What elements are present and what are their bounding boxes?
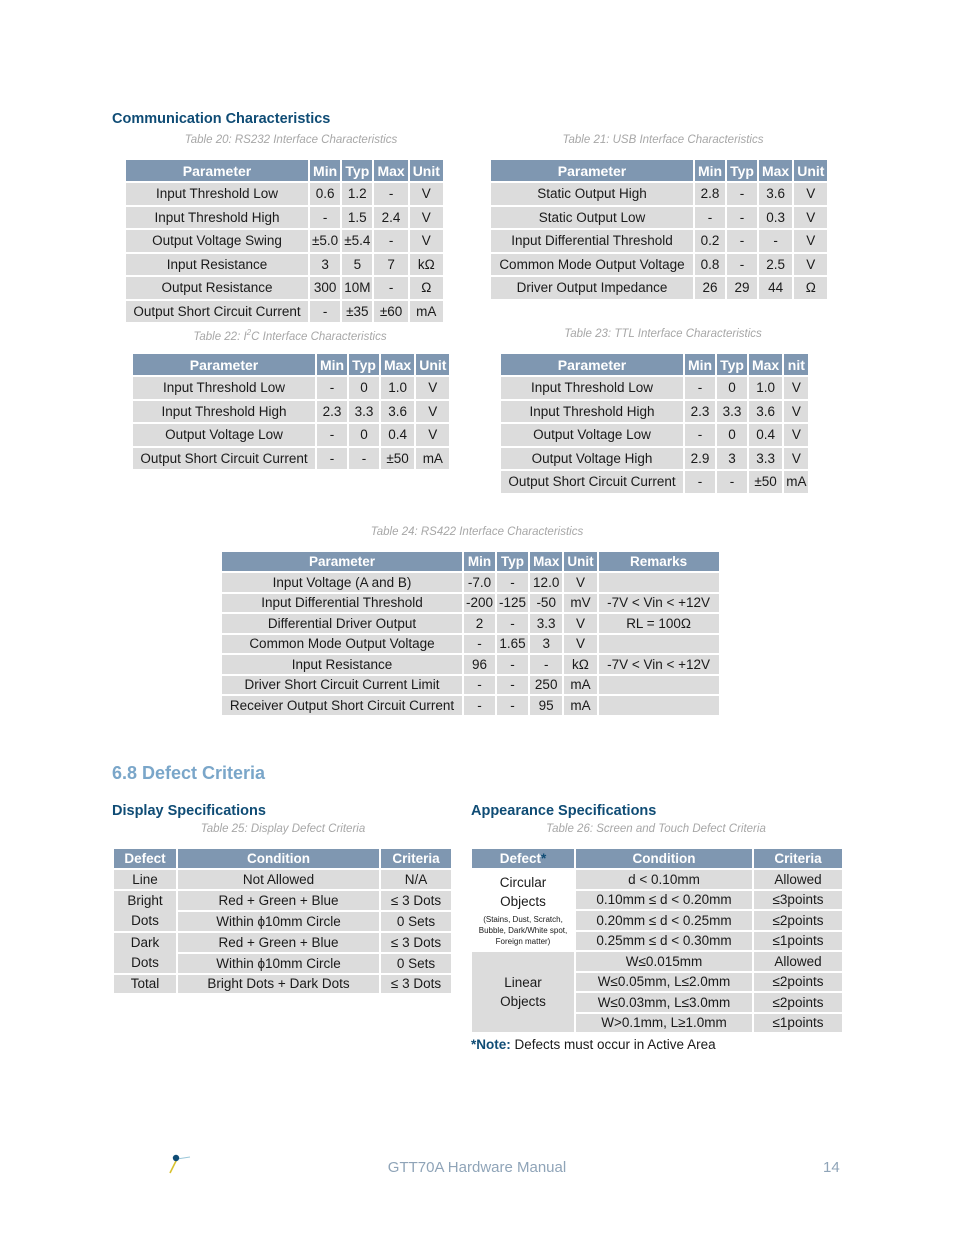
parameter-cell: Input Voltage (A and B): [222, 573, 462, 592]
value-cell: 3: [530, 635, 562, 654]
value-cell: V: [784, 424, 808, 446]
value-cell: 2: [464, 614, 495, 633]
appearance-spec-heading: Appearance Specifications: [471, 803, 657, 819]
criteria-cell: ≤2points: [754, 973, 842, 992]
value-cell: 0.4: [381, 424, 414, 446]
parameter-cell: Receiver Output Short Circuit Current: [222, 696, 462, 715]
table-row: [126, 183, 443, 205]
condition-cell: W≤0.05mm, L≤2.0mm: [576, 973, 752, 992]
condition-cell: Within ϕ10mm Circle: [178, 954, 379, 973]
value-cell: 1.0: [749, 377, 782, 399]
value-cell: V: [410, 230, 443, 252]
value-cell: 3: [310, 254, 340, 276]
table-header-row: [501, 354, 808, 375]
criteria-cell: ≤3points: [754, 891, 842, 910]
value-cell: V: [784, 401, 808, 423]
header-cell: Remarks: [599, 552, 719, 571]
value-cell: 26: [695, 277, 725, 299]
value-cell: -: [727, 183, 757, 205]
value-cell: 3: [717, 448, 747, 470]
value-cell: mA: [784, 471, 808, 493]
value-cell: V: [794, 254, 827, 276]
table-row: [501, 401, 808, 423]
value-cell: -: [727, 207, 757, 229]
value-cell: V: [784, 448, 808, 470]
table-header-row: [472, 849, 842, 868]
criteria-cell: ≤2points: [754, 993, 842, 1012]
value-cell: -: [374, 230, 407, 252]
parameter-cell: Input Threshold Low: [126, 183, 308, 205]
value-cell: 2.3: [317, 401, 347, 423]
table-row: [472, 870, 842, 889]
criteria-cell: ≤2points: [754, 911, 842, 930]
table-row: [222, 635, 719, 654]
value-cell: V: [794, 207, 827, 229]
value-cell: -7V < Vin < +12V: [599, 655, 719, 674]
value-cell: 0.2: [695, 230, 725, 252]
value-cell: 300: [310, 277, 340, 299]
table-header-row: [222, 552, 719, 571]
value-cell: 3.3: [717, 401, 747, 423]
header-cell: Min: [310, 160, 340, 181]
condition-cell: Within ϕ10mm Circle: [178, 912, 379, 931]
table-row: [222, 676, 719, 695]
header-cell: Parameter: [491, 160, 693, 181]
header-cell: Parameter: [222, 552, 462, 571]
header-cell: Unit: [410, 160, 443, 181]
header-cell: Typ: [349, 354, 379, 375]
parameter-cell: Output Voltage Low: [133, 424, 315, 446]
header-cell: Typ: [497, 552, 528, 571]
value-cell: -: [685, 424, 715, 446]
value-cell: -: [497, 676, 528, 695]
value-cell: V: [784, 377, 808, 399]
table-row: [114, 975, 451, 994]
value-cell: V: [794, 230, 827, 252]
defect-note: *Note: Defects must occur in Active Area: [471, 1037, 716, 1052]
value-cell: ±60: [374, 301, 407, 323]
value-cell: 29: [727, 277, 757, 299]
table-row: [114, 891, 451, 910]
condition-cell: Bright Dots + Dark Dots: [178, 975, 379, 994]
rs422-table: [220, 550, 721, 717]
header-cell: Max: [530, 552, 562, 571]
parameter-cell: Input Resistance: [126, 254, 308, 276]
value-cell: 2.4: [374, 207, 407, 229]
value-cell: 7: [374, 254, 407, 276]
header-cell: Unit: [416, 354, 449, 375]
value-cell: -: [685, 377, 715, 399]
parameter-cell: Static Output Low: [491, 207, 693, 229]
defect-cell: Bright Dots: [114, 891, 176, 931]
rs232-caption: Table 20: RS232 Interface Characteristics: [184, 134, 398, 146]
value-cell: [599, 573, 719, 592]
header-cell: Max: [749, 354, 782, 375]
value-cell: V: [410, 207, 443, 229]
appearance-spec-caption: Table 26: Screen and Touch Defect Criteria: [546, 823, 766, 835]
table-row: [222, 614, 719, 633]
table-header-row: [114, 849, 451, 868]
value-cell: 2.3: [685, 401, 715, 423]
parameter-cell: Common Mode Output Voltage: [222, 635, 462, 654]
condition-cell: W>0.1mm, L≥1.0mm: [576, 1014, 752, 1033]
value-cell: 96: [464, 655, 495, 674]
value-cell: -: [374, 277, 407, 299]
value-cell: -: [464, 696, 495, 715]
parameter-cell: Static Output High: [491, 183, 693, 205]
value-cell: -: [310, 301, 340, 323]
value-cell: 250: [530, 676, 562, 695]
header-cell: Typ: [717, 354, 747, 375]
parameter-cell: Input Differential Threshold: [222, 594, 462, 613]
value-cell: -: [695, 207, 725, 229]
value-cell: -: [685, 471, 715, 493]
value-cell: 2.8: [695, 183, 725, 205]
table-row: [222, 696, 719, 715]
footer-title: GTT70A Hardware Manual: [387, 1159, 567, 1176]
value-cell: -7V < Vin < +12V: [599, 594, 719, 613]
table-row: [126, 207, 443, 229]
value-cell: V: [416, 424, 449, 446]
value-cell: 3.6: [749, 401, 782, 423]
parameter-cell: Output Resistance: [126, 277, 308, 299]
parameter-cell: Differential Driver Output: [222, 614, 462, 633]
value-cell: ±5.0: [310, 230, 340, 252]
condition-cell: W≤0.015mm: [576, 952, 752, 971]
header-cell: Max: [759, 160, 792, 181]
value-cell: mA: [564, 696, 596, 715]
value-cell: 0.6: [310, 183, 340, 205]
value-cell: 0.8: [695, 254, 725, 276]
value-cell: 0: [349, 424, 379, 446]
value-cell: V: [564, 635, 596, 654]
table-row: [491, 277, 827, 299]
header-cell: Min: [685, 354, 715, 375]
value-cell: -: [759, 230, 792, 252]
linear-objects-cell: Linear Objects: [472, 952, 574, 1032]
parameter-cell: Output Voltage High: [501, 448, 683, 470]
header-cell: Max: [374, 160, 407, 181]
parameter-cell: Input Threshold Low: [501, 377, 683, 399]
table-row: [126, 230, 443, 252]
defect-cell: Dark Dots: [114, 933, 176, 973]
usb-caption: Table 21: USB Interface Characteristics: [562, 134, 764, 146]
header-cell: Parameter: [126, 160, 308, 181]
value-cell: [599, 676, 719, 695]
defect-cell: Line: [114, 870, 176, 889]
header-cell: Max: [381, 354, 414, 375]
header-cell: Unit: [794, 160, 827, 181]
value-cell: [599, 635, 719, 654]
table-row: [114, 933, 451, 952]
header-cell: Min: [317, 354, 347, 375]
table-header-row: [491, 160, 827, 181]
header-condition: Condition: [576, 849, 752, 868]
value-cell: -7.0: [464, 573, 495, 592]
i2c-caption: Table 22: $I^2C$ Interface Characteristics: [193, 328, 387, 343]
parameter-cell: Output Short Circuit Current: [133, 448, 315, 470]
condition-cell: 0.25mm ≤ d < 0.30mm: [576, 932, 752, 951]
table-row: [491, 254, 827, 276]
value-cell: ±50: [381, 448, 414, 470]
value-cell: 95: [530, 696, 562, 715]
parameter-cell: Common Mode Output Voltage: [491, 254, 693, 276]
table-row: [491, 207, 827, 229]
table-row: [126, 254, 443, 276]
parameter-cell: Input Threshold High: [501, 401, 683, 423]
value-cell: mV: [564, 594, 596, 613]
table-row: [133, 448, 449, 470]
value-cell: kΩ: [410, 254, 443, 276]
header-criteria: Criteria: [754, 849, 842, 868]
value-cell: 2.5: [759, 254, 792, 276]
value-cell: 12.0: [530, 573, 562, 592]
header-criteria: Criteria: [381, 849, 451, 868]
header-cell: Parameter: [133, 354, 315, 375]
i2c-table: [131, 352, 451, 471]
header-cell: Min: [695, 160, 725, 181]
header-cell: Min: [464, 552, 495, 571]
ttl-table: [499, 352, 810, 495]
display-spec-caption: Table 25: Display Defect Criteria: [200, 823, 366, 835]
criteria-cell: ≤ 3 Dots: [381, 891, 451, 910]
table-row: [501, 377, 808, 399]
parameter-cell: Input Threshold Low: [133, 377, 315, 399]
criteria-cell: ≤ 3 Dots: [381, 975, 451, 994]
parameter-cell: Output Short Circuit Current: [126, 301, 308, 323]
table-row: [126, 301, 443, 323]
value-cell: -: [497, 614, 528, 633]
value-cell: -50: [530, 594, 562, 613]
value-cell: -: [317, 424, 347, 446]
circular-objects-cell: Circular Objects (Stains, Dust, Scratch, Bubble, Dark/White spot, Foreign matter): [472, 870, 574, 950]
value-cell: -: [464, 676, 495, 695]
value-cell: 0.3: [759, 207, 792, 229]
section-title: 6.8 Defect Criteria: [112, 763, 266, 783]
value-cell: -: [497, 696, 528, 715]
criteria-cell: ≤1points: [754, 1014, 842, 1033]
header-cell: Typ: [342, 160, 372, 181]
value-cell: V: [564, 573, 596, 592]
rs232-table: [124, 158, 445, 324]
value-cell: 0.4: [749, 424, 782, 446]
table-row: [222, 573, 719, 592]
value-cell: -125: [499, 595, 527, 611]
criteria-cell: 0 Sets: [381, 912, 451, 931]
table-row: [133, 401, 449, 423]
criteria-cell: Allowed: [754, 952, 842, 971]
condition-cell: 0.10mm ≤ d < 0.20mm: [576, 891, 752, 910]
value-cell: 1.65: [497, 635, 528, 654]
value-cell: mA: [564, 676, 596, 695]
condition-cell: 0.20mm ≤ d < 0.25mm: [576, 911, 752, 930]
value-cell: -: [317, 377, 347, 399]
communication-heading: Communication Characteristics: [112, 111, 331, 127]
table-row: [222, 594, 719, 613]
parameter-cell: Input Threshold High: [126, 207, 308, 229]
header-condition: Condition: [178, 849, 379, 868]
value-cell: -: [317, 448, 347, 470]
table-header-row: [126, 160, 443, 181]
parameter-cell: Driver Output Impedance: [491, 277, 693, 299]
table-row: [491, 230, 827, 252]
parameter-cell: Driver Short Circuit Current Limit: [222, 676, 462, 695]
parameter-cell: Output Voltage Swing: [126, 230, 308, 252]
display-defect-table: [112, 847, 453, 995]
ttl-caption: Table 23: TTL Interface Characteristics: [564, 328, 762, 340]
header-cell: Parameter: [501, 354, 683, 375]
value-cell: 3.3: [349, 401, 379, 423]
value-cell: mA: [416, 448, 449, 470]
value-cell: ±35: [342, 301, 372, 323]
header-cell: Unit: [564, 552, 596, 571]
header-cell: nit: [784, 354, 808, 375]
value-cell: -: [464, 635, 495, 654]
table-header-row: [133, 354, 449, 375]
criteria-cell: 0 Sets: [381, 954, 451, 973]
header-defect: Defect: [114, 849, 176, 868]
table-row: [126, 277, 443, 299]
criteria-cell: N/A: [381, 870, 451, 889]
table-row: [501, 448, 808, 470]
table-row: [501, 424, 808, 446]
defect-cell: Total: [114, 975, 176, 994]
value-cell: 44: [759, 277, 792, 299]
value-cell: V: [410, 183, 443, 205]
value-cell: -: [349, 448, 379, 470]
condition-cell: Red + Green + Blue: [178, 933, 379, 952]
value-cell: 3.3: [749, 448, 782, 470]
circular-objects-note: (Stains, Dust, Scratch, Bubble, Dark/White spot, Foreign matter): [478, 915, 568, 946]
parameter-cell: Input Resistance: [222, 655, 462, 674]
value-cell: V: [416, 377, 449, 399]
condition-cell: Red + Green + Blue: [178, 891, 379, 910]
header-cell: Typ: [727, 160, 757, 181]
condition-cell: Not Allowed: [178, 870, 379, 889]
value-cell: kΩ: [564, 655, 596, 674]
condition-cell: d < 0.10mm: [576, 870, 752, 889]
value-cell: 0: [717, 424, 747, 446]
value-cell: -: [530, 655, 562, 674]
value-cell: -: [497, 655, 528, 674]
value-cell: 0: [717, 377, 747, 399]
header-defect: Defect*: [472, 849, 574, 868]
value-cell: 1.5: [342, 207, 372, 229]
parameter-cell: Output Short Circuit Current: [501, 471, 683, 493]
value-cell: 0: [349, 377, 379, 399]
value-cell: 1.2: [342, 183, 372, 205]
value-cell: -: [497, 573, 528, 592]
value-cell: -: [727, 254, 757, 276]
value-cell: 2.9: [685, 448, 715, 470]
display-spec-heading: Display Specifications: [112, 803, 266, 819]
criteria-cell: Allowed: [754, 870, 842, 889]
parameter-cell: Output Voltage Low: [501, 424, 683, 446]
table-row: [133, 377, 449, 399]
value-cell: 3.6: [381, 401, 414, 423]
criteria-cell: ≤ 3 Dots: [381, 933, 451, 952]
value-cell: Ω: [794, 277, 827, 299]
table-row: [491, 183, 827, 205]
table-row: [472, 952, 842, 971]
table-row: [133, 424, 449, 446]
value-cell: -: [310, 207, 340, 229]
value-cell: -: [727, 230, 757, 252]
value-cell: V: [564, 614, 596, 633]
value-cell: 3.6: [759, 183, 792, 205]
criteria-cell: ≤1points: [754, 932, 842, 951]
appearance-defect-table: [470, 847, 844, 1034]
value-cell: -200: [466, 595, 494, 611]
value-cell: -: [717, 471, 747, 493]
usb-table: [489, 158, 829, 301]
value-cell: [599, 696, 719, 715]
parameter-cell: Input Differential Threshold: [491, 230, 693, 252]
value-cell: V: [416, 401, 449, 423]
condition-cell: W≤0.03mm, L≤3.0mm: [576, 993, 752, 1012]
value-cell: ±5.4: [342, 230, 372, 252]
value-cell: V: [794, 183, 827, 205]
value-cell: 1.0: [381, 377, 414, 399]
value-cell: -: [374, 183, 407, 205]
value-cell: Ω: [410, 277, 443, 299]
page-number: 14: [823, 1159, 840, 1176]
value-cell: RL = 100Ω: [599, 614, 719, 633]
value-cell: ±50: [749, 471, 782, 493]
value-cell: mA: [410, 301, 443, 323]
table-row: [501, 471, 808, 493]
parameter-cell: Input Threshold High: [133, 401, 315, 423]
value-cell: 3.3: [530, 614, 562, 633]
value-cell: 10M: [342, 277, 372, 299]
value-cell: 5: [342, 254, 372, 276]
table-row: [222, 655, 719, 674]
rs422-caption: Table 24: RS422 Interface Characteristics: [370, 526, 584, 538]
table-row: [114, 870, 451, 889]
